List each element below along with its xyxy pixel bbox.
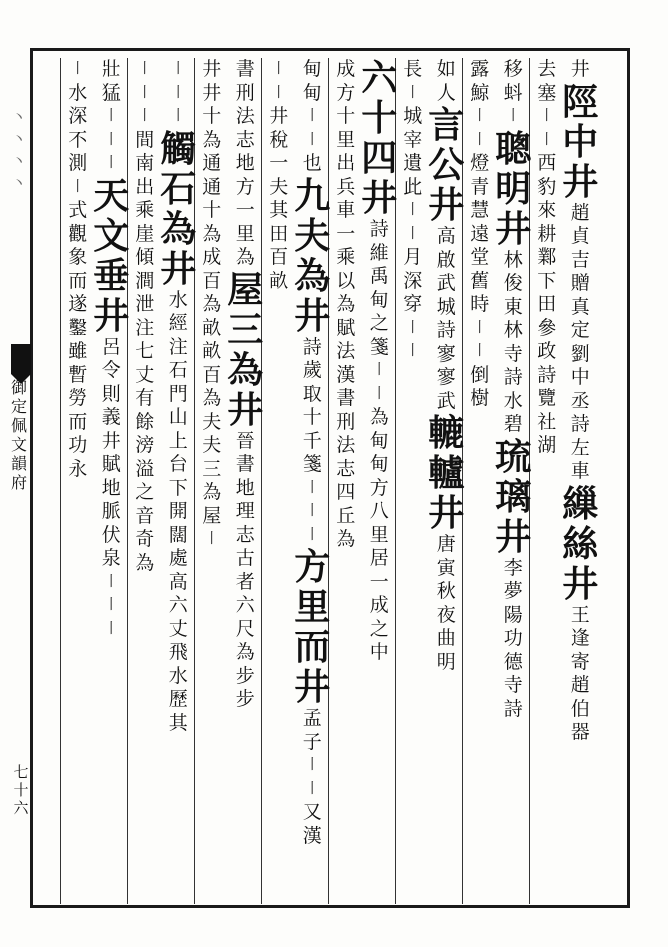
headword: 言 公 井 [428, 104, 465, 226]
annotation-text: 趙 貞 吉 贈 真 定 劉 中 丞 詩 左 車 [570, 201, 590, 482]
text-line-col-13 [162, 58, 196, 904]
annotation-text: 井 井 十 為 通 通 十 為 成 [202, 58, 222, 268]
annotation-text: 百 為 畝 畝 百 為 夫 夫 三 為 屋 丨 [202, 269, 222, 547]
annotation-text: 丨 丨 井 稅 一 夫 其 田 百 畝 [269, 61, 289, 292]
headword: 六 十 四 井 [361, 57, 398, 219]
headword: 陘 中 井 [562, 80, 599, 203]
annotation-text: 長 丨 [403, 58, 423, 101]
annotation-text: 丨 丨 丨 間 南 出 乘 崖 傾 澗 泄 注 七 丈 有 餘 滂 溢 之 音 奇 為 [135, 61, 155, 574]
annotation-text: 露 鯨 丨 丨 燈 青 慧 遠 堂 [470, 58, 490, 268]
headword: 觸 石 為 井 [160, 127, 197, 290]
text-line-col-15 [95, 58, 129, 904]
annotation-text: 林 俊 東 林 寺 詩 水 碧 [503, 248, 523, 435]
annotation-text: 參 政 詩 覽 社 湖 [537, 316, 557, 456]
annotation-text: 王 逢 寄 趙 伯 器 [570, 603, 590, 743]
annotation-text: 孟 子 丨 丨 又 漢 [302, 707, 322, 847]
page-number: 七十六 [13, 763, 29, 817]
annotation-text: 如 人 [436, 58, 456, 104]
spine-book-title: 御定佩文韻府 [10, 378, 27, 492]
annotation-text: 移 蚪 丨 [503, 58, 523, 124]
headword: 聰 明 井 [495, 127, 532, 250]
annotation-text: 月 深 穿 丨 丨 [403, 246, 423, 359]
headword: 繅 絲 井 [562, 482, 599, 605]
headword: 屋 三 為 井 [227, 268, 264, 431]
text-line-col-7 [363, 58, 397, 904]
annotation-text: 丨 丨 丨 [171, 61, 186, 124]
annotation-text: 晉 書 地 理 志 古 者 六 尺 為 步 步 [235, 429, 255, 710]
annotation-text: 詩 歲 取 十 千 箋 丨 丨 丨 [302, 335, 322, 543]
annotation-text: 井 [570, 58, 590, 80]
ruled-column [261, 58, 329, 904]
text-line-col-9 [296, 58, 330, 904]
headword: 天 文 垂 井 [93, 174, 130, 337]
annotation-text: 呂 令 則 義 井 賦 地 脈 伏 泉 丨 丨 丨 [101, 335, 121, 637]
annotation-text: 丨 水 深 不 測 丨 式 觀 象 而 遂 鑿 雖 暫 勞 而 功 永 [68, 61, 88, 480]
annotation-text: 城 宰 遺 此 丨 丨 [403, 105, 423, 242]
annotation-text: 詩 維 禹 甸 之 箋 丨 丨 為 甸 甸 方 八 里 居 一 成 之 中 [369, 218, 389, 663]
text-line-col-11 [229, 58, 263, 904]
spine-top-marks: 丶丶丶丶 [11, 108, 27, 192]
annotation-text: 去 塞 丨 丨 西 豹 來 耕 鄴 下 田 [537, 58, 557, 315]
text-line-col-3 [497, 58, 531, 904]
headword: 九 夫 為 井 [294, 174, 331, 337]
ruled-column [60, 58, 128, 904]
annotation-text: 成 方 十 里 出 兵 車 一 乘 以 為 賦 法 漢 書 刑 法 志 四 丘 為 [336, 58, 356, 550]
headword: 琉 璃 井 [495, 435, 532, 558]
page-spine [4, 48, 33, 908]
annotation-text: 高 啟 武 城 詩 寥 寥 武 [436, 225, 456, 412]
text-line-col-5 [430, 58, 464, 904]
annotation-text: 書 刑 法 志 地 方 一 里 為 [235, 58, 255, 268]
fish-tail-icon [11, 344, 31, 374]
annotation-text: 李 夢 陽 功 德 寺 詩 [503, 556, 523, 720]
headword: 方 里 而 井 [294, 546, 331, 708]
headword: 轆 轤 井 [428, 412, 465, 534]
annotation-text: 唐 寅 秋 夜 曲 明 [436, 533, 456, 673]
text-line-col-1 [564, 58, 598, 904]
annotation-text: 舊 時 丨 丨 倒 樹 [470, 269, 490, 409]
annotation-text: 水 經 注 石 門 山 上 台 下 開 闊 處 高 六 丈 飛 水 歷 其 [168, 288, 188, 734]
annotation-text: 甸 甸 丨 丨 也 [302, 58, 322, 174]
annotation-text: 壯 猛 丨 丨 丨 [101, 58, 121, 171]
